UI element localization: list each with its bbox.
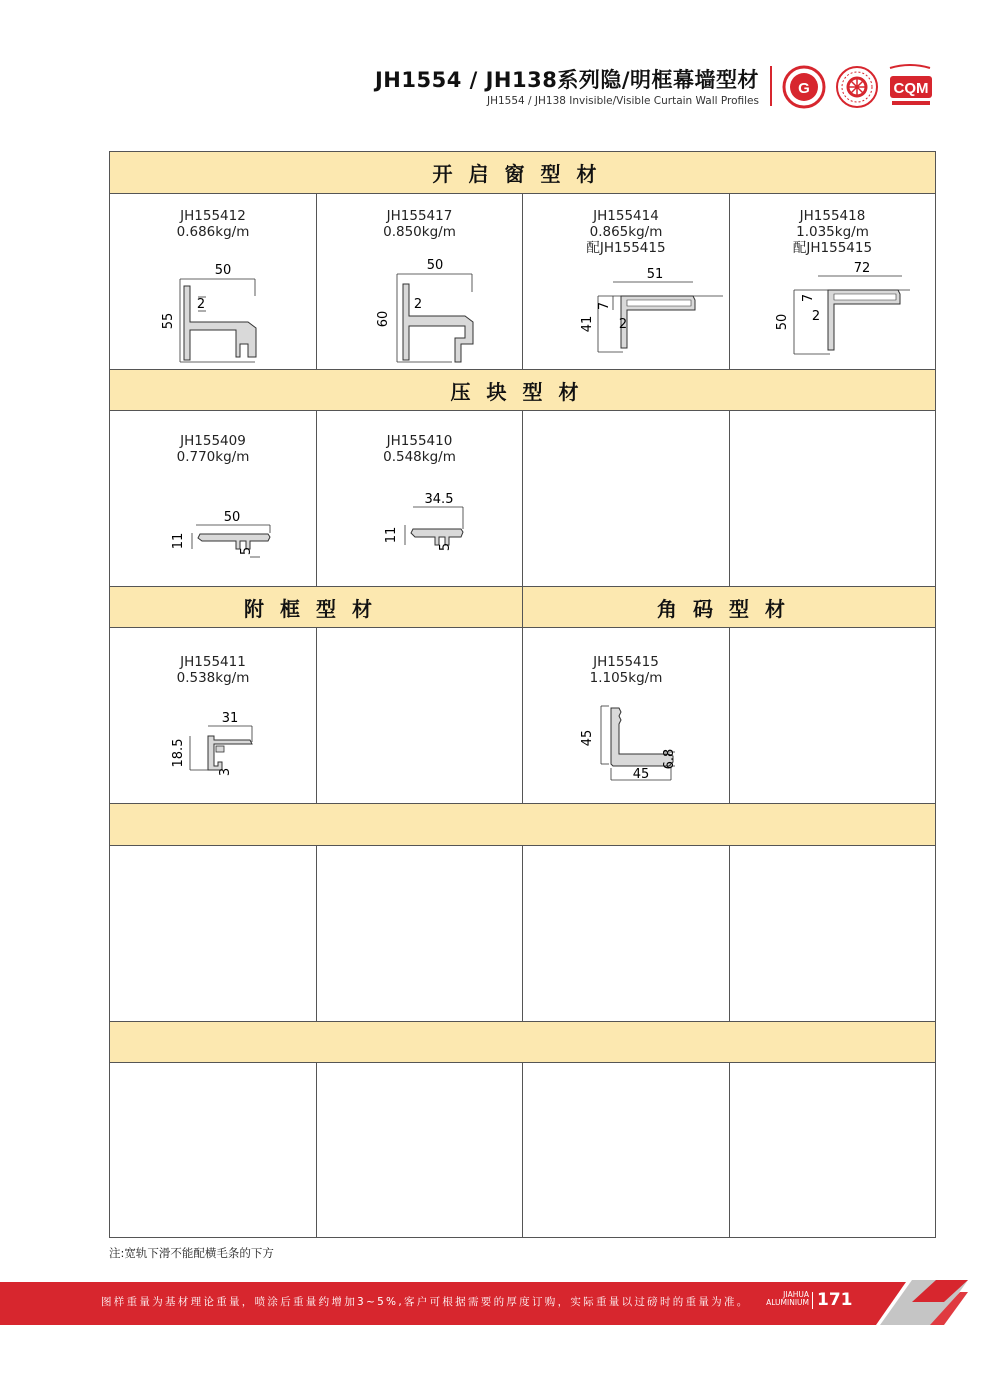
brand-line2: ALUMINIUM bbox=[766, 1298, 809, 1307]
dim-bottom: 5 bbox=[438, 542, 453, 552]
dim-thickness: 6.8 bbox=[662, 748, 677, 770]
profile-code: JH155410 bbox=[386, 433, 453, 449]
empty-cell bbox=[729, 410, 936, 587]
dim-thickness: 2 bbox=[413, 297, 423, 312]
dim-width: 72 bbox=[853, 261, 871, 276]
page-title: JH1554 / JH138系列隐/明框幕墙型材 bbox=[374, 68, 759, 92]
profile-cell bbox=[522, 627, 730, 804]
cqm-logo-icon bbox=[890, 65, 932, 105]
profile-match: 配JH155415 bbox=[792, 240, 873, 256]
profile-drawing bbox=[317, 411, 524, 588]
profile-match: 配JH155415 bbox=[586, 240, 666, 256]
profile-table bbox=[109, 151, 936, 1238]
profile-weight: 0.686kg/m bbox=[176, 224, 250, 240]
dim-height: 45 bbox=[580, 729, 595, 747]
dim-thickness: 2 bbox=[196, 297, 206, 312]
empty-cell bbox=[729, 1062, 936, 1238]
profile-cell bbox=[316, 410, 523, 587]
empty-cell bbox=[522, 845, 730, 1022]
dim-height: 18.5 bbox=[171, 738, 186, 768]
dim-bottom: 5 bbox=[239, 546, 254, 556]
profile-weight: 0.548kg/m bbox=[383, 449, 456, 465]
section-header-empty bbox=[109, 1021, 936, 1063]
page-header bbox=[0, 0, 1005, 120]
profile-weight: 0.850kg/m bbox=[383, 224, 456, 240]
profile-cell bbox=[109, 410, 317, 587]
profile-weight: 0.770kg/m bbox=[176, 449, 250, 465]
empty-cell bbox=[729, 627, 936, 804]
section-header-casement: 开启窗型材 bbox=[109, 151, 936, 194]
dim-width: 31 bbox=[221, 711, 239, 726]
section-header-subframe: 附框型材 bbox=[109, 586, 523, 628]
dim-flange: 7 bbox=[597, 301, 612, 311]
footer-disclaimer: 图样重量为基材理论重量，喷涂后重量约增加3~5%,客户可根据需要的厚度订购，实际重量以过磅时的重量为准。 bbox=[101, 1296, 750, 1308]
empty-cell bbox=[316, 1062, 523, 1238]
brand-line1: JIAHUA bbox=[783, 1290, 809, 1299]
profile-code: JH155415 bbox=[593, 654, 659, 670]
profile-cell bbox=[316, 193, 523, 370]
section-header-corner: 角码型材 bbox=[522, 586, 936, 628]
profile-code: JH155418 bbox=[799, 208, 866, 224]
footer-divider bbox=[812, 1292, 813, 1309]
empty-cell bbox=[109, 845, 317, 1022]
title-divider bbox=[770, 66, 772, 106]
empty-cell bbox=[109, 1062, 317, 1238]
profile-drawing bbox=[317, 194, 524, 371]
profile-cell bbox=[522, 193, 730, 370]
dim-height: 11 bbox=[384, 526, 399, 544]
empty-cell bbox=[316, 627, 523, 804]
dim-width: 50 bbox=[223, 510, 241, 525]
dim-thickness: 2 bbox=[618, 317, 628, 332]
page-subtitle: JH1554 / JH138 Invisible/Visible Curtain Wall Profiles bbox=[487, 95, 759, 107]
profile-cell bbox=[109, 193, 317, 370]
dim-height: 50 bbox=[775, 313, 790, 331]
profile-weight: 1.035kg/m bbox=[796, 224, 869, 240]
dim-height: 11 bbox=[171, 532, 186, 550]
profile-drawing bbox=[523, 628, 731, 805]
profile-drawing bbox=[523, 194, 731, 371]
dim-width: 51 bbox=[646, 267, 664, 282]
section-header-empty bbox=[109, 803, 936, 846]
footnote: 注:宽轨下滑不能配横毛条的下方 bbox=[109, 1246, 274, 1260]
dim-flange: 7 bbox=[801, 293, 816, 303]
profile-cell bbox=[729, 193, 936, 370]
svg-text:G: G bbox=[798, 80, 810, 97]
dim-height: 60 bbox=[376, 310, 391, 328]
dim-width: 50 bbox=[214, 263, 232, 278]
empty-cell bbox=[522, 1062, 730, 1238]
dim-height: 41 bbox=[580, 315, 595, 333]
cqm-logo-text: CQM bbox=[893, 80, 929, 97]
profile-drawing bbox=[110, 411, 318, 588]
dim-bottom: 3 bbox=[218, 767, 233, 777]
brand-mark bbox=[757, 1291, 809, 1307]
dim-width: 50 bbox=[426, 258, 444, 273]
dim-width: 34.5 bbox=[424, 492, 454, 507]
profile-code: JH155409 bbox=[180, 433, 246, 449]
profile-weight: 0.865kg/m bbox=[589, 224, 663, 240]
page-number: 171 bbox=[817, 1290, 853, 1310]
profile-cell bbox=[109, 627, 317, 804]
dim-thickness: 2 bbox=[811, 309, 821, 324]
certification-seal-icon bbox=[837, 67, 877, 107]
profile-drawing bbox=[110, 628, 318, 805]
dim-height: 55 bbox=[161, 312, 176, 330]
gb-logo-icon bbox=[784, 67, 824, 107]
empty-cell bbox=[729, 845, 936, 1022]
certification-logos bbox=[782, 64, 937, 110]
profile-weight: 0.538kg/m bbox=[176, 670, 250, 686]
profile-drawing bbox=[730, 194, 937, 371]
profile-code: JH155412 bbox=[180, 208, 246, 224]
section-header-pressure: 压块型材 bbox=[109, 369, 936, 411]
profile-code: JH155411 bbox=[180, 654, 246, 670]
profile-weight: 1.105kg/m bbox=[589, 670, 663, 686]
profile-code: JH155417 bbox=[386, 208, 453, 224]
profile-code: JH155414 bbox=[593, 208, 659, 224]
empty-cell bbox=[522, 410, 730, 587]
profile-drawing bbox=[110, 194, 318, 371]
dim-width: 45 bbox=[632, 767, 650, 782]
empty-cell bbox=[316, 845, 523, 1022]
